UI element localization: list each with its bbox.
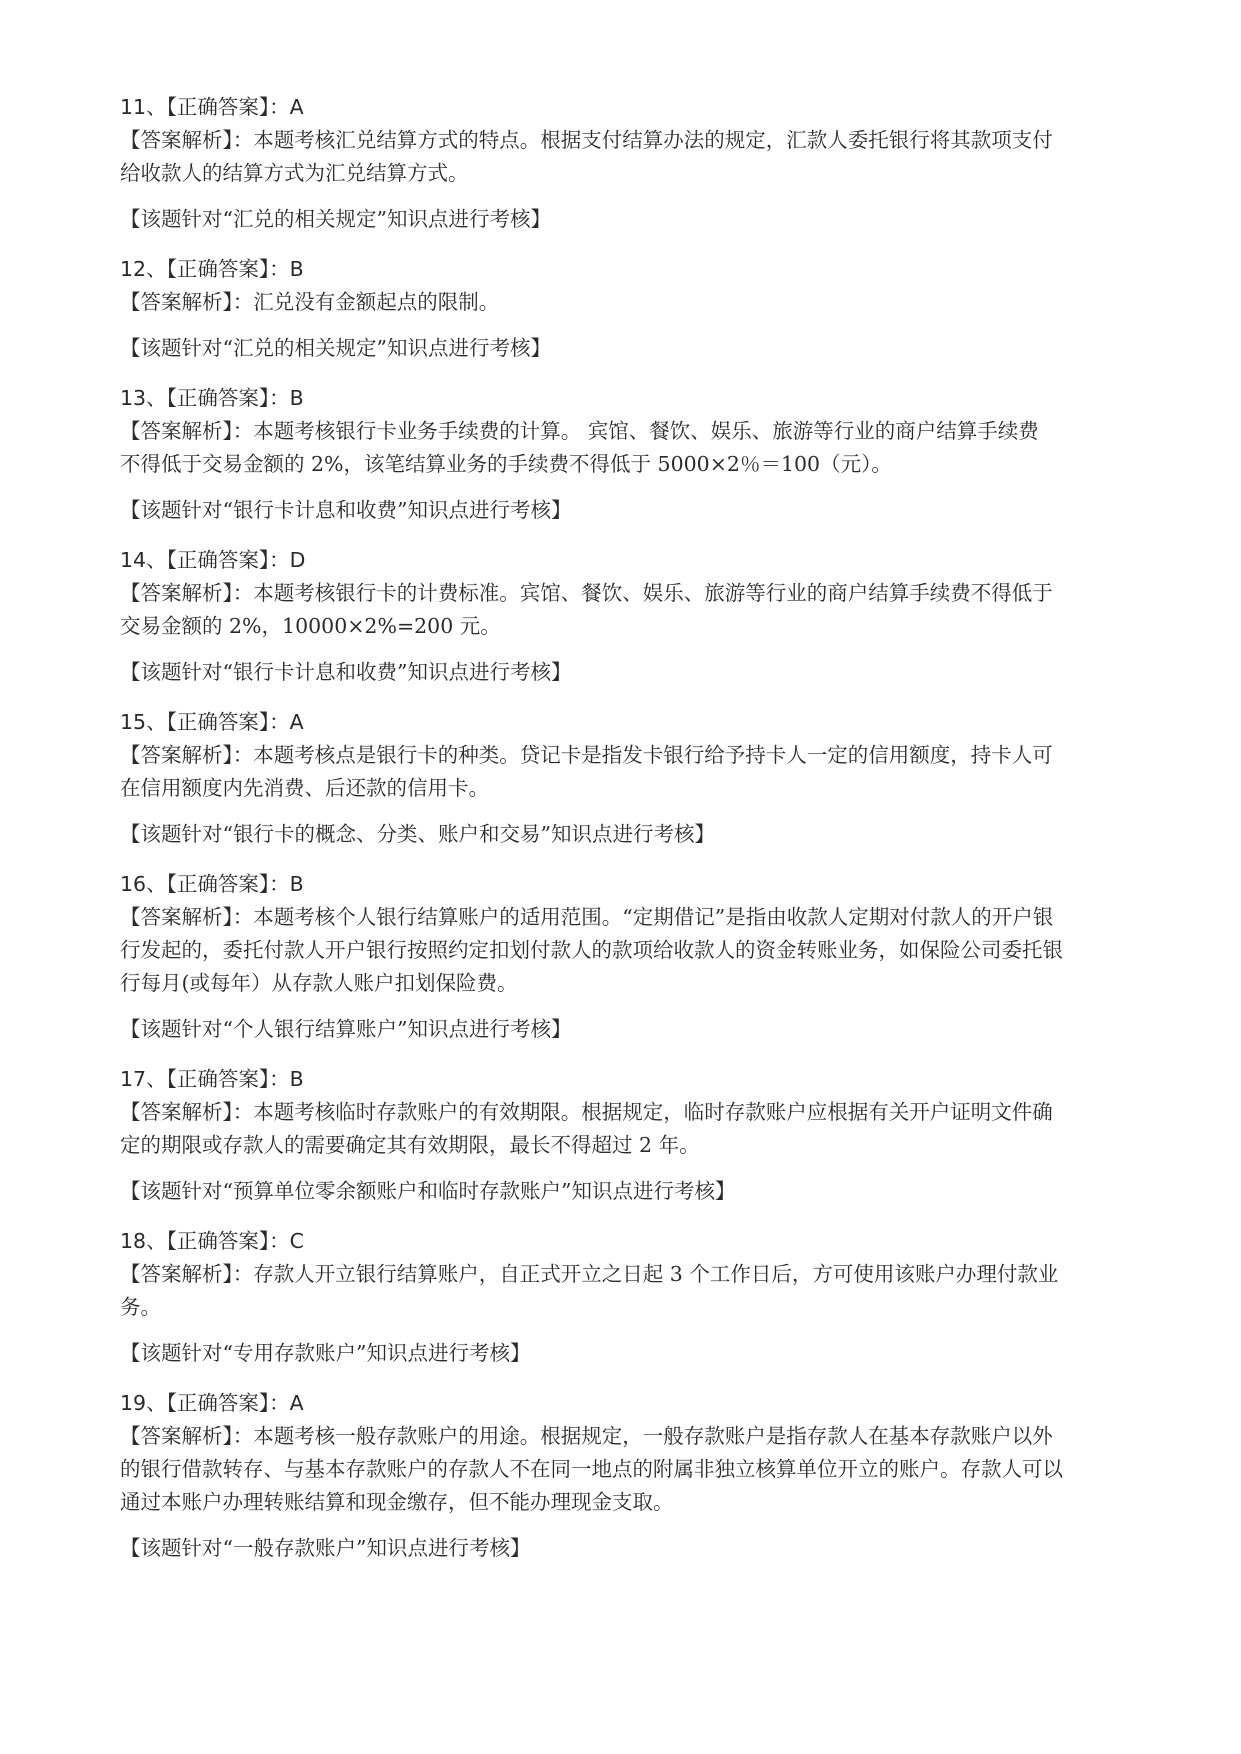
correct-answer: 11、【正确答案】：A [120,95,304,119]
knowledge-point-tag: 【该题针对“个人银行结算账户”知识点进行考核】 [120,1017,572,1041]
explanation-line: 【答案解析】：汇兑没有金额起点的限制。 [120,290,500,314]
explanation-line: 给收款人的结算方式为汇兑结算方式。 [120,161,469,185]
knowledge-point-tag: 【该题针对“汇兑的相关规定”知识点进行考核】 [120,207,551,231]
explanation-line: 交易金额的 2%，10000×2%=200 元。 [120,614,501,638]
correct-answer: 14、【正确答案】：D [120,548,306,572]
correct-answer: 15、【正确答案】：A [120,710,304,734]
explanation-line: 务。 [120,1295,161,1319]
explanation-line: 【答案解析】：本题考核临时存款账户的有效期限。根据规定，临时存款账户应根据有关开户证明文件确 [120,1100,1053,1124]
answer-item-15 [120,706,1130,851]
knowledge-point-tag: 【该题针对“专用存款账户”知识点进行考核】 [120,1341,531,1365]
explanation-line: 【答案解析】：本题考核个人银行结算账户的适用范围。“定期借记”是指由收款人定期对付款人的开户银 [120,905,1054,929]
explanation-line: 【答案解析】：本题考核银行卡业务手续费的计算。 宾馆、餐饮、娱乐、旅游等行业的商户结算手续费 [120,419,1039,443]
explanation-line: 通过本账户办理转账结算和现金缴存，但不能办理现金支取。 [120,1490,674,1514]
answer-item-18 [120,1225,1130,1370]
knowledge-point-tag: 【该题针对“一般存款账户”知识点进行考核】 [120,1536,531,1560]
knowledge-point-tag: 【该题针对“银行卡计息和收费”知识点进行考核】 [120,660,572,684]
explanation-line: 定的期限或存款人的需要确定其有效期限，最长不得超过 2 年。 [120,1133,700,1157]
answer-item-17 [120,1063,1130,1208]
explanation-line: 【答案解析】：本题考核银行卡的计费标准。宾馆、餐饮、娱乐、旅游等行业的商户结算手续费不得低于 [120,581,1053,605]
explanation-line: 【答案解析】：本题考核汇兑结算方式的特点。根据支付结算办法的规定，汇款人委托银行将其款项支付 [120,128,1053,152]
explanation-line: 行发起的，委托付款人开户银行按照约定扣划付款人的款项给收款人的资金转账业务，如保险公司委托银 [120,938,1063,962]
knowledge-point-tag: 【该题针对“银行卡计息和收费”知识点进行考核】 [120,498,572,522]
explanation-line: 的银行借款转存、与基本存款账户的存款人不在同一地点的附属非独立核算单位开立的账户。存款人可以 [120,1457,1063,1481]
knowledge-point-tag: 【该题针对“银行卡的概念、分类、账户和交易”知识点进行考核】 [120,822,715,846]
answer-item-12 [120,253,1130,365]
correct-answer: 12、【正确答案】：B [120,257,304,281]
explanation-line: 【答案解析】：存款人开立银行结算账户，自正式开立之日起 3 个工作日后，方可使用该账户办理付款业 [120,1262,1059,1286]
explanation-line: 不得低于交易金额的 2%，该笔结算业务的手续费不得低于 5000×2％＝100（元）。 [120,452,892,476]
answer-item-14 [120,544,1130,689]
answer-item-19 [120,1387,1130,1565]
explanation-line: 【答案解析】：本题考核一般存款账户的用途。根据规定，一般存款账户是指存款人在基本存款账户以外 [120,1424,1053,1448]
answer-key-page [120,91,1130,1582]
explanation-line: 行每月(或每年）从存款人账户扣划保险费。 [120,971,518,995]
correct-answer: 19、【正确答案】：A [120,1391,304,1415]
explanation-line: 【答案解析】：本题考核点是银行卡的种类。贷记卡是指发卡银行给予持卡人一定的信用额度，持卡人可 [120,743,1053,767]
explanation-line: 在信用额度内先消费、后还款的信用卡。 [120,776,489,800]
answer-item-16 [120,868,1130,1046]
answer-item-11 [120,91,1130,236]
correct-answer: 17、【正确答案】：B [120,1067,304,1091]
correct-answer: 16、【正确答案】：B [120,872,304,896]
answer-item-13 [120,382,1130,527]
knowledge-point-tag: 【该题针对“汇兑的相关规定”知识点进行考核】 [120,336,551,360]
correct-answer: 18、【正确答案】：C [120,1229,304,1253]
correct-answer: 13、【正确答案】：B [120,386,304,410]
knowledge-point-tag: 【该题针对“预算单位零余额账户和临时存款账户”知识点进行考核】 [120,1179,736,1203]
